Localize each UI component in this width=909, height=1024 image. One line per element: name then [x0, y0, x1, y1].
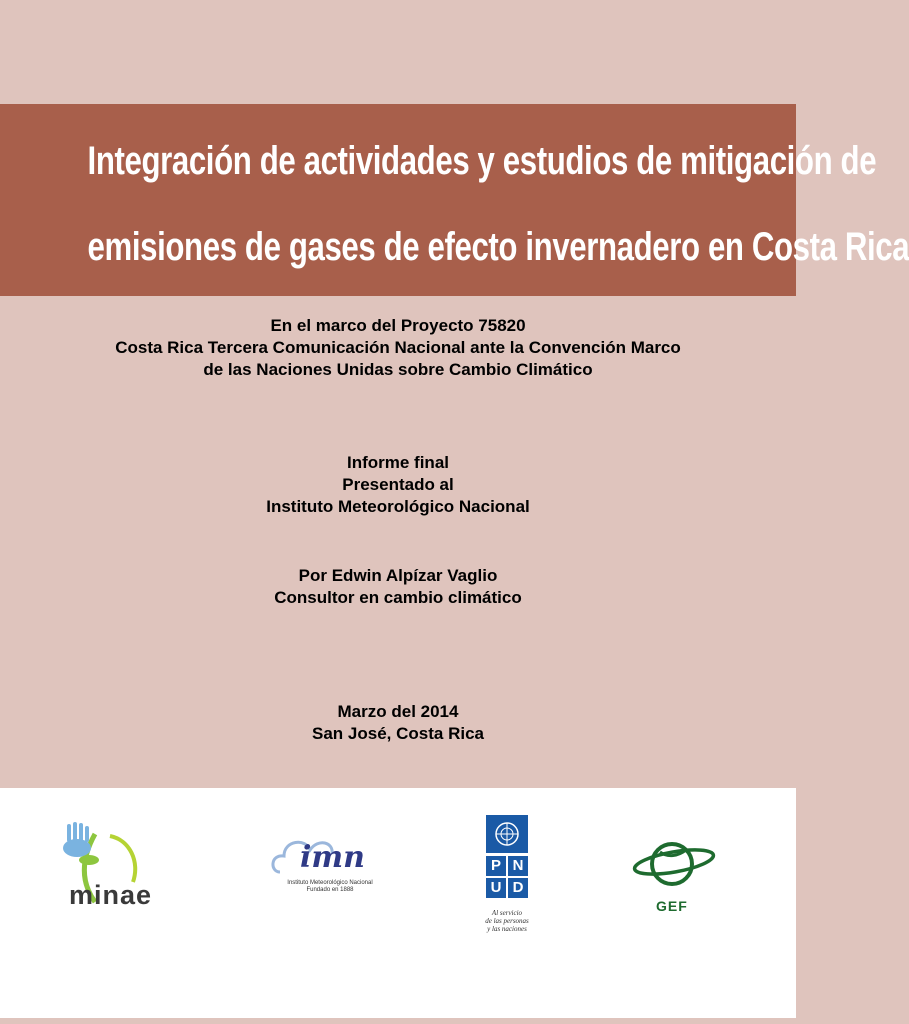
report-line-2: Presentado al — [342, 475, 454, 494]
report-info — [0, 452, 796, 518]
undp-caption: Al servicio de las personas y las naciones — [485, 909, 529, 933]
author-name: Por Edwin Alpízar Vaglio — [298, 566, 498, 585]
undp-letter-p: P — [486, 856, 506, 876]
bottom-strip — [0, 1018, 796, 1024]
title-band — [0, 104, 909, 296]
date-line: Marzo del 2014 — [337, 702, 459, 721]
gef-logo — [632, 838, 722, 913]
undp-letter-u: U — [486, 878, 506, 898]
context-line-3: de las Naciones Unidas sobre Cambio Climático — [203, 360, 593, 379]
context-line-2: Costa Rica Tercera Comunicación Nacional ante la Convención Marco — [115, 338, 681, 357]
undp-logo — [486, 815, 528, 965]
title-line-1: Integración de actividades y estudios de mitigación de — [87, 139, 877, 183]
title-line-2: emisiones de gases de efecto invernadero en Costa Rica — [87, 225, 909, 269]
minae-logo — [55, 822, 177, 917]
un-emblem-icon — [486, 815, 528, 853]
date-place — [0, 701, 796, 745]
imn-logo — [270, 832, 390, 902]
logo-footer — [0, 788, 796, 1018]
minae-wordmark: minae — [69, 880, 153, 910]
undp-letter-n: N — [508, 856, 528, 876]
author-info — [0, 565, 796, 609]
report-line-1: Informe final — [346, 453, 449, 472]
context-line-1: En el marco del Proyecto 75820 — [270, 316, 526, 335]
place-line: San José, Costa Rica — [312, 724, 484, 743]
gef-globe-icon — [632, 838, 722, 896]
author-role: Consultor en cambio climático — [274, 588, 522, 607]
report-line-3: Instituto Meteorológico Nacional — [266, 497, 530, 516]
project-context — [0, 315, 796, 381]
imn-subtitle: Instituto Meteorológico Nacional Fundado en 1888 — [287, 880, 373, 893]
imn-wordmark: imn — [300, 840, 365, 875]
gef-wordmark: GEF — [656, 898, 688, 914]
undp-letter-d: D — [508, 878, 528, 898]
